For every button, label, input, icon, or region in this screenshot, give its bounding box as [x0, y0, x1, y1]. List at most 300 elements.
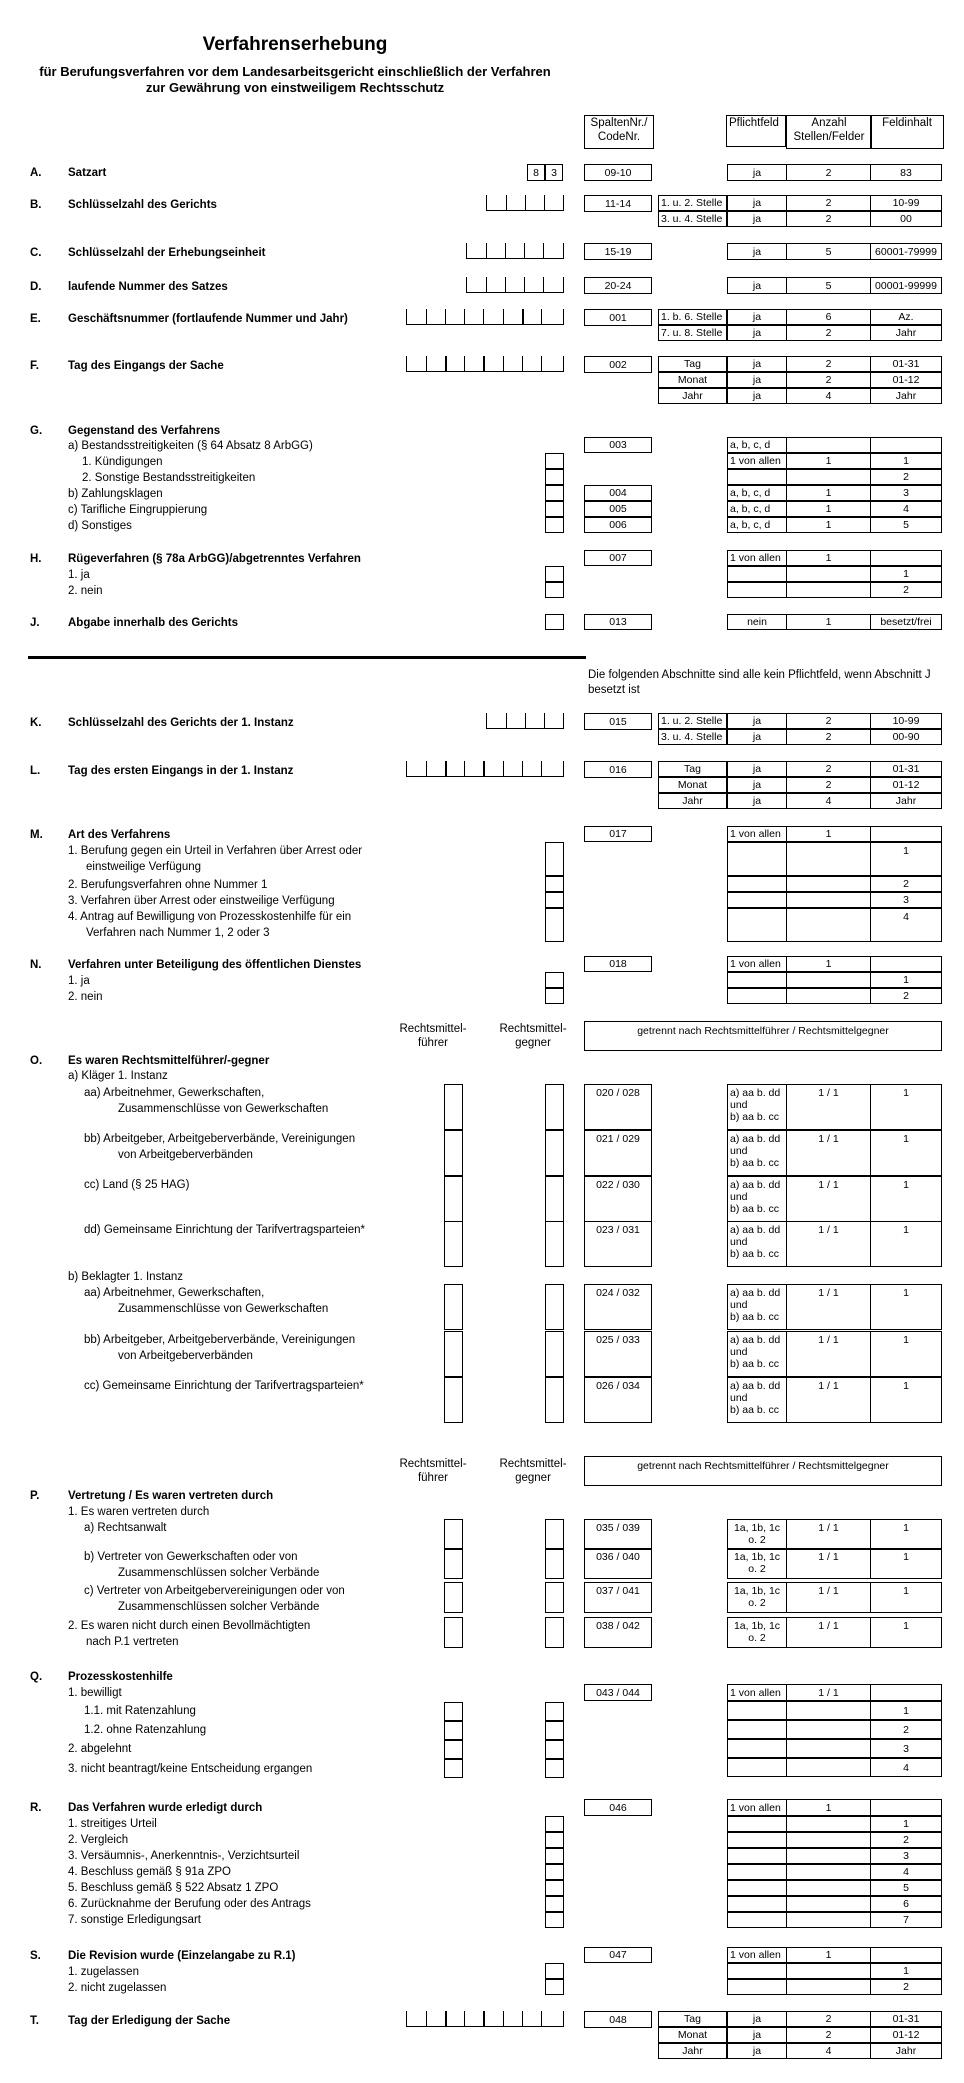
inhalt-cell: 01-12	[870, 2027, 942, 2043]
checkbox[interactable]	[545, 1702, 564, 1721]
empty-cell	[786, 1848, 871, 1864]
checkbox[interactable]	[545, 517, 564, 533]
empty-cell	[786, 892, 871, 908]
pflicht-cell: ja	[727, 2043, 787, 2059]
code-cell: 20-24	[584, 277, 652, 294]
digit-field[interactable]	[466, 277, 564, 293]
anzahl-cell: 4	[786, 2043, 871, 2059]
checkbox[interactable]	[444, 1759, 463, 1778]
inhalt-cell: 1	[870, 1617, 942, 1648]
checkbox-fuehrer[interactable]	[444, 1176, 463, 1222]
pflicht-cell: ja	[727, 793, 787, 809]
anzahl-cell: 2	[786, 777, 871, 793]
checkbox-fuehrer[interactable]	[444, 1221, 463, 1267]
pflicht-cell: 1 von allen	[727, 956, 787, 972]
anzahl-cell: 2	[786, 761, 871, 777]
checkbox[interactable]	[545, 1864, 564, 1880]
empty-cell	[786, 566, 871, 582]
inhalt-cell: 1	[870, 1701, 942, 1720]
code-cell: 046	[584, 1799, 652, 1816]
checkbox[interactable]	[545, 485, 564, 501]
range-cell: 7. u. 8. Stelle	[658, 325, 727, 341]
code-cell: 020 / 028	[584, 1084, 652, 1130]
pflicht-line: a) aa b. dd	[730, 1380, 781, 1392]
checkbox[interactable]	[545, 1816, 564, 1832]
code-cell: 013	[584, 614, 652, 630]
checkbox-fuehrer[interactable]	[444, 1377, 463, 1423]
anzahl-cell: 1	[786, 1799, 871, 1816]
checkbox-gegner[interactable]	[545, 1548, 564, 1579]
section-letter: E.	[30, 313, 41, 325]
checkbox[interactable]	[545, 566, 564, 582]
checkbox-fuehrer[interactable]	[444, 1617, 463, 1648]
label: Schlüsselzahl der Erhebungseinheit	[68, 247, 266, 259]
date-field[interactable]	[406, 761, 564, 777]
pflicht-cell: ja	[727, 2027, 787, 2043]
anzahl-cell: 1 / 1	[786, 1221, 871, 1267]
pflicht-cell: ja	[727, 777, 787, 793]
pflicht-cell: ja	[727, 325, 787, 341]
option-text: a) Rechtsanwalt	[84, 1522, 167, 1534]
anzahl-cell: 4	[786, 793, 871, 809]
label: Tag des Eingangs der Sache	[68, 360, 224, 372]
pflicht-cell: a, b, c, d	[727, 517, 787, 533]
option-text: 1. streitiges Urteil	[68, 1818, 157, 1830]
inhalt-cell: 1	[870, 1816, 942, 1832]
checkbox[interactable]	[545, 1848, 564, 1864]
section-letter: K.	[30, 717, 42, 729]
inhalt-cell: 1	[870, 1963, 942, 1979]
inhalt-cell: 7	[870, 1912, 942, 1928]
inhalt-cell: besetzt/frei	[870, 614, 942, 630]
option-text: Zusammenschlüsse von Gewerkschaften	[118, 1303, 329, 1315]
pflicht-cell	[727, 1582, 787, 1613]
pflicht-line: 1a, 1b, 1c	[733, 1522, 781, 1534]
checkbox[interactable]	[545, 876, 564, 892]
pflicht-line: b) aa b. cc	[730, 1203, 780, 1215]
pflicht-cell	[727, 1548, 787, 1579]
checkbox-fuehrer[interactable]	[444, 1519, 463, 1550]
inhalt-cell: 4	[870, 908, 942, 942]
section-letter: R.	[30, 1802, 42, 1814]
inhalt-cell: 1	[870, 1331, 942, 1377]
option-text: c) Vertreter von Arbeitgebervereinigungen oder von	[84, 1585, 345, 1597]
checkbox-gegner[interactable]	[545, 1582, 564, 1613]
option-text: von Arbeitgeberverbänden	[118, 1149, 253, 1161]
pflicht-cell: 1 von allen	[727, 1799, 787, 1816]
option-text: 2. Vergleich	[68, 1834, 129, 1846]
pflicht-cell: 1 von allen	[727, 1684, 787, 1701]
date-field[interactable]	[406, 2011, 564, 2027]
section-letter: J.	[30, 617, 40, 629]
inhalt-cell: 2	[870, 469, 942, 485]
empty-cell	[727, 1963, 787, 1979]
col-head-fuehrer: Rechtsmittel- führer	[399, 1458, 467, 1484]
anzahl-cell: 1 / 1	[786, 1331, 871, 1377]
section-letter: B.	[30, 199, 42, 211]
label: Vertretung / Es waren vertreten durch	[68, 1490, 274, 1502]
pflicht-cell	[727, 1519, 787, 1550]
range-cell: 1. u. 2. Stelle	[658, 713, 727, 729]
checkbox[interactable]	[545, 582, 564, 598]
checkbox[interactable]	[545, 908, 564, 942]
code-cell: 023 / 031	[584, 1221, 652, 1267]
section-letter: M.	[30, 829, 43, 841]
anzahl-cell: 1 / 1	[786, 1582, 871, 1613]
pflicht-cell: ja	[727, 2011, 787, 2027]
label: Das Verfahren wurde erledigt durch	[68, 1802, 263, 1814]
inhalt-cell: 2	[870, 1979, 942, 1995]
pflicht-line: o. 2	[748, 1563, 766, 1575]
empty-cell	[727, 908, 787, 942]
inhalt-cell: 00	[870, 211, 942, 227]
checkbox[interactable]	[545, 614, 564, 630]
checkbox-fuehrer[interactable]	[444, 1331, 463, 1377]
anzahl-cell: 1 / 1	[786, 1617, 871, 1648]
anzahl-cell: 2	[786, 2027, 871, 2043]
pflicht-line: 1a, 1b, 1c	[733, 1620, 781, 1632]
checkbox[interactable]	[545, 842, 564, 876]
range-cell: Jahr	[658, 2043, 727, 2059]
option-text: d) Sonstiges	[68, 520, 132, 532]
anzahl-cell: 6	[786, 309, 871, 325]
option-text: Zusammenschlüsse von Gewerkschaften	[118, 1103, 329, 1115]
checkbox[interactable]	[545, 1740, 564, 1759]
empty-cell	[870, 550, 942, 566]
date-field[interactable]	[406, 356, 564, 372]
checkbox[interactable]	[545, 1896, 564, 1912]
inhalt-cell: 4	[870, 1864, 942, 1880]
digit-field[interactable]	[486, 713, 564, 729]
label: Art des Verfahrens	[68, 829, 171, 841]
inhalt-cell: 1	[870, 1582, 942, 1613]
checkbox[interactable]	[545, 892, 564, 908]
pflicht-cell: ja	[727, 164, 787, 181]
option-text: einstweilige Verfügung	[86, 861, 202, 873]
pflicht-line: a) aa b. dd	[730, 1287, 781, 1299]
anzahl-cell: 1	[786, 453, 871, 469]
option-text: a) Kläger 1. Instanz	[68, 1070, 168, 1082]
option-text: Zusammenschlüssen solcher Verbände	[118, 1567, 320, 1579]
checkbox[interactable]	[545, 501, 564, 517]
checkbox-gegner[interactable]	[545, 1221, 564, 1267]
checkbox-gegner[interactable]	[545, 1284, 564, 1330]
range-cell: Tag	[658, 356, 727, 372]
pflicht-cell	[727, 1221, 787, 1267]
empty-cell	[727, 972, 787, 988]
range-cell: 1. u. 2. Stelle	[658, 195, 727, 211]
option-text: 1. ja	[68, 975, 90, 987]
option-text: 6. Zurücknahme der Berufung oder des Antrags	[68, 1898, 311, 1910]
pflicht-cell: a, b, c, d	[727, 501, 787, 517]
pflicht-cell: ja	[727, 277, 787, 294]
checkbox[interactable]	[545, 1979, 564, 1995]
option-text: 1. Berufung gegen ein Urteil in Verfahren über Arrest oder	[68, 845, 363, 857]
empty-cell	[786, 1880, 871, 1896]
anzahl-cell: 2	[786, 211, 871, 227]
option-text: 3. Verfahren über Arrest oder einstweilige Verfügung	[68, 895, 335, 907]
empty-cell	[786, 1912, 871, 1928]
inhalt-cell: 01-31	[870, 761, 942, 777]
empty-cell	[727, 1701, 787, 1720]
empty-cell	[727, 1720, 787, 1739]
pflicht-cell: ja	[727, 713, 787, 729]
pflicht-cell: nein	[727, 614, 787, 630]
option-text: 3. nicht beantragt/keine Entscheidung ergangen	[68, 1763, 313, 1775]
checkbox-fuehrer[interactable]	[444, 1130, 463, 1176]
empty-cell	[727, 1880, 787, 1896]
empty-cell	[727, 892, 787, 908]
empty-cell	[870, 1799, 942, 1816]
subtitle: für Berufungsverfahren vor dem Landesarbeitsgericht einschließlich der Verfahren zur Gewährung von einstweiligem Rechtsschutz	[39, 64, 551, 95]
empty-cell	[727, 582, 787, 598]
divider	[28, 656, 586, 659]
inhalt-cell: 2	[870, 1832, 942, 1848]
getrennt-box: getrennt nach Rechtsmittelführer / Rechtsmittelgegner	[584, 1456, 942, 1486]
label: Geschäftsnummer (fortlaufende Nummer und Jahr)	[68, 313, 348, 325]
digit-field[interactable]	[406, 309, 564, 325]
inhalt-cell: 3	[870, 892, 942, 908]
section-letter: H.	[30, 553, 42, 565]
inhalt-cell: 00-90	[870, 729, 942, 745]
empty-cell	[786, 582, 871, 598]
checkbox-gegner[interactable]	[545, 1176, 564, 1222]
code-cell: 021 / 029	[584, 1130, 652, 1176]
empty-cell	[727, 876, 787, 892]
empty-cell	[786, 437, 871, 453]
pflicht-cell: ja	[727, 729, 787, 745]
label-satzart: Satzart	[68, 167, 107, 179]
inhalt-cell: 5	[870, 1880, 942, 1896]
inhalt-cell: 1	[870, 1377, 942, 1423]
option-text: 4. Antrag auf Bewilligung von Prozesskostenhilfe für ein	[68, 911, 352, 923]
anzahl-cell: 1	[786, 956, 871, 972]
checkbox[interactable]	[545, 1963, 564, 1979]
inhalt-cell: 1	[870, 1221, 942, 1267]
empty-cell	[727, 566, 787, 582]
header-inhalt: Feldinhalt	[870, 115, 944, 149]
anzahl-cell: 1	[786, 826, 871, 842]
section-letter: C.	[30, 247, 42, 259]
option-text: Zusammenschlüssen solcher Verbände	[118, 1601, 320, 1613]
empty-cell	[727, 1758, 787, 1777]
pflicht-line: b) aa b. cc	[730, 1404, 780, 1416]
pflicht-cell: 1 von allen	[727, 826, 787, 842]
pflicht-line: o. 2	[748, 1632, 766, 1644]
checkbox[interactable]	[545, 1832, 564, 1848]
checkbox[interactable]	[545, 1880, 564, 1896]
option-text: 1. ja	[68, 569, 90, 581]
checkbox[interactable]	[545, 1912, 564, 1928]
col-head-gegner: Rechtsmittel- gegner	[499, 1458, 567, 1484]
pflicht-cell: ja	[727, 211, 787, 227]
checkbox[interactable]	[545, 1721, 564, 1740]
empty-cell	[786, 1816, 871, 1832]
inhalt-cell: Jahr	[870, 325, 942, 341]
section-letter: A.	[30, 167, 42, 179]
checkbox-fuehrer[interactable]	[444, 1548, 463, 1579]
checkbox-gegner[interactable]	[545, 1084, 564, 1130]
option-text: b) Vertreter von Gewerkschaften oder von	[84, 1551, 298, 1563]
checkbox[interactable]	[444, 1702, 463, 1721]
option-text: 1. zugelassen	[68, 1966, 139, 1978]
option-text: nach P.1 vertreten	[86, 1636, 179, 1648]
range-cell: Monat	[658, 372, 727, 388]
pflicht-cell: ja	[727, 388, 787, 404]
empty-cell	[786, 1979, 871, 1995]
code-cell: 003	[584, 437, 652, 453]
checkbox[interactable]	[545, 469, 564, 485]
checkbox[interactable]	[444, 1740, 463, 1759]
checkbox-fuehrer[interactable]	[444, 1084, 463, 1130]
anzahl-cell: 1 / 1	[786, 1377, 871, 1423]
empty-cell	[786, 469, 871, 485]
pflicht-line: a) aa b. dd	[730, 1133, 781, 1145]
checkbox-fuehrer[interactable]	[444, 1582, 463, 1613]
option-text: 3. Versäumnis-, Anerkenntnis-, Verzichtsurteil	[68, 1850, 300, 1862]
code-cell: 007	[584, 550, 652, 566]
checkbox[interactable]	[545, 1759, 564, 1778]
pflicht-cell: 1 von allen	[727, 453, 787, 469]
checkbox-gegner[interactable]	[545, 1130, 564, 1176]
inhalt-cell: 1	[870, 1130, 942, 1176]
pflicht-line: o. 2	[748, 1597, 766, 1609]
inhalt-cell: 1	[870, 1284, 942, 1330]
empty-cell	[727, 1832, 787, 1848]
section-letter: G.	[30, 425, 43, 437]
option-text: c) Tarifliche Eingruppierung	[68, 504, 208, 516]
empty-cell	[727, 469, 787, 485]
label: Verfahren unter Beteiligung des öffentlichen Dienstes	[68, 959, 362, 971]
anzahl-cell: 1 / 1	[786, 1284, 871, 1330]
range-cell: 1. b. 6. Stelle	[658, 309, 727, 325]
empty-cell	[727, 1739, 787, 1758]
anzahl-cell: 2	[786, 2011, 871, 2027]
inhalt-cell: 1	[870, 842, 942, 876]
section-letter: S.	[30, 1950, 41, 1962]
inhalt-cell: Jahr	[870, 388, 942, 404]
empty-cell	[786, 1720, 871, 1739]
inhalt-cell: 60001-79999	[870, 243, 942, 260]
code-cell: 09-10	[584, 164, 652, 181]
checkbox[interactable]	[545, 453, 564, 469]
header-pflicht: Pflichtfeld	[726, 115, 786, 147]
option-text: cc) Gemeinsame Einrichtung der Tarifvertragsparteien*	[84, 1380, 364, 1392]
inhalt-cell: 2	[870, 582, 942, 598]
option-text: 2. Es waren nicht durch einen Bevollmächtigten	[68, 1620, 311, 1632]
note: Die folgenden Abschnitte sind alle kein Pflichtfeld, wenn Abschnitt J besetzt ist	[588, 669, 931, 696]
header-spalten: SpaltenNr./ CodeNr.	[584, 115, 654, 149]
anzahl-cell: 1	[786, 614, 871, 630]
page-title: Verfahrenserhebung	[202, 34, 388, 55]
pflicht-line: b) aa b. cc	[730, 1311, 780, 1323]
inhalt-cell: 2	[870, 876, 942, 892]
range-cell: Jahr	[658, 793, 727, 809]
empty-cell	[786, 1701, 871, 1720]
pflicht-cell: a, b, c, d	[727, 485, 787, 501]
checkbox[interactable]	[545, 988, 564, 1004]
label: laufende Nummer des Satzes	[68, 281, 228, 293]
code-cell: 15-19	[584, 243, 652, 260]
range-cell: 3. u. 4. Stelle	[658, 729, 727, 745]
pflicht-cell	[727, 1377, 787, 1423]
pflicht-line: b) aa b. cc	[730, 1111, 780, 1123]
inhalt-cell: 2	[870, 988, 942, 1004]
code-cell: 047	[584, 1947, 652, 1963]
code-cell: 001	[584, 309, 652, 326]
digit-field[interactable]	[466, 243, 564, 259]
pflicht-cell: ja	[727, 372, 787, 388]
empty-cell	[786, 1758, 871, 1777]
pflicht-line: a) aa b. dd	[730, 1334, 781, 1346]
checkbox-gegner[interactable]	[545, 1377, 564, 1423]
pflicht-cell	[727, 1331, 787, 1377]
anzahl-cell: 2	[786, 372, 871, 388]
empty-cell	[727, 842, 787, 876]
checkbox[interactable]	[545, 972, 564, 988]
anzahl-cell: 1 / 1	[786, 1176, 871, 1222]
pflicht-line: und	[730, 1346, 748, 1358]
label: Gegenstand des Verfahrens	[68, 425, 221, 437]
range-cell: Monat	[658, 777, 727, 793]
checkbox-gegner[interactable]	[545, 1331, 564, 1377]
option-text: bb) Arbeitgeber, Arbeitgeberverbände, Vereinigungen	[84, 1334, 356, 1346]
anzahl-cell: 2	[786, 356, 871, 372]
anzahl-cell: 1	[786, 1947, 871, 1963]
pflicht-cell: a, b, c, d	[727, 437, 787, 453]
pflicht-cell	[727, 1130, 787, 1176]
anzahl-cell: 1 / 1	[786, 1084, 871, 1130]
pflicht-line: und	[730, 1299, 748, 1311]
inhalt-cell: 01-31	[870, 356, 942, 372]
section-letter: F.	[30, 360, 39, 372]
label: Schlüsselzahl des Gerichts der 1. Instanz	[68, 717, 294, 729]
option-text: 7. sonstige Erledigungsart	[68, 1914, 201, 1926]
inhalt-cell: 3	[870, 1739, 942, 1758]
empty-cell	[786, 1896, 871, 1912]
option-text: 2. nein	[68, 585, 103, 597]
digit-box: 3	[545, 164, 563, 181]
checkbox[interactable]	[444, 1721, 463, 1740]
inhalt-cell: 01-12	[870, 372, 942, 388]
inhalt-cell: 6	[870, 1896, 942, 1912]
label: Die Revision wurde (Einzelangabe zu R.1)	[68, 1950, 296, 1962]
empty-cell	[786, 1963, 871, 1979]
code-cell: 038 / 042	[584, 1617, 652, 1648]
option-text: dd) Gemeinsame Einrichtung der Tarifvertragsparteien*	[84, 1224, 366, 1236]
inhalt-cell: 1	[870, 972, 942, 988]
inhalt-cell: Jahr	[870, 793, 942, 809]
digit-field[interactable]	[486, 195, 564, 211]
empty-cell	[786, 1832, 871, 1848]
range-cell: Jahr	[658, 388, 727, 404]
pflicht-cell: 1 von allen	[727, 550, 787, 566]
inhalt-cell: 10-99	[870, 195, 942, 211]
inhalt-cell: 01-12	[870, 777, 942, 793]
option-text: 2. abgelehnt	[68, 1743, 132, 1755]
checkbox-gegner[interactable]	[545, 1519, 564, 1550]
label: Schlüsselzahl des Gerichts	[68, 199, 217, 211]
pflicht-cell: ja	[727, 356, 787, 372]
checkbox-fuehrer[interactable]	[444, 1284, 463, 1330]
checkbox-gegner[interactable]	[545, 1617, 564, 1648]
code-cell: 016	[584, 761, 652, 778]
pflicht-cell: 1 von allen	[727, 1947, 787, 1963]
pflicht-line: und	[730, 1191, 748, 1203]
label: Es waren Rechtsmittelführer/-gegner	[68, 1055, 270, 1067]
anzahl-cell: 2	[786, 713, 871, 729]
pflicht-cell	[727, 1284, 787, 1330]
